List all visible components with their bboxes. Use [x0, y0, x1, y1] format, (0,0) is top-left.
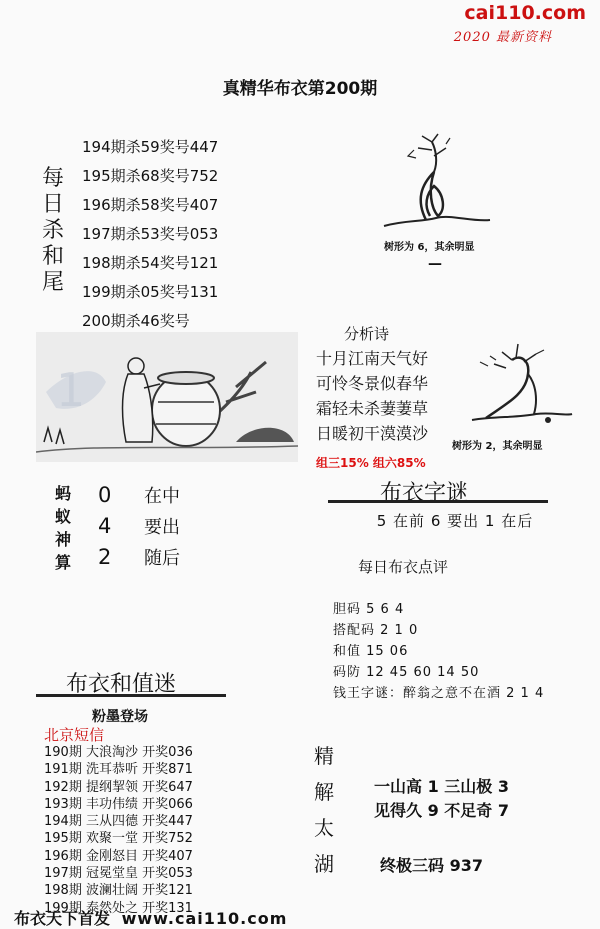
svg-text:1: 1: [56, 363, 86, 417]
kill-list: [82, 133, 218, 336]
draw-row: 194期 三从四德 开奖447: [44, 814, 193, 830]
daily-kill-label: [38, 166, 68, 296]
poem-title: 分析诗: [344, 325, 390, 343]
ant-text: 随后: [144, 548, 180, 569]
scholar-jar-illustration: [36, 332, 298, 462]
draw-row: 197期 冠冕堂皇 开奖053: [44, 866, 193, 882]
ant-label-char: 算: [54, 553, 71, 572]
tree-illustration-2: [466, 334, 576, 434]
draw-row: 196期 金刚怒目 开奖407: [44, 848, 193, 864]
draw-row: 195期 欢聚一堂 开奖752: [44, 831, 193, 847]
comment-line: 和值 15 06: [333, 644, 409, 659]
ink-title: 粉墨登场: [92, 709, 148, 725]
comment-line: 搭配码 2 1 0: [333, 623, 419, 638]
draw-row: 190期 大浪淘沙 开奖036: [44, 745, 193, 760]
sum-riddle-underline: [36, 694, 226, 697]
comment-line: 胆码 5 6 4: [333, 602, 405, 617]
jing-jie-label: [314, 738, 334, 882]
poem-lines: [316, 346, 428, 446]
draw-row: 193期 丰功伟绩 开奖066: [44, 796, 193, 812]
riddle-text: 5 在前 6 要出 1 在后: [376, 512, 534, 530]
riddle-title: 布衣字谜: [380, 481, 469, 506]
daily-kill-label-char: 每: [41, 166, 64, 191]
kill-row: 198期杀54奖号121: [82, 254, 219, 272]
daily-kill-label-char: 尾: [41, 270, 64, 295]
beijing-sms-title: 北京短信: [44, 726, 105, 744]
footer-site-link[interactable]: www.cai110.com: [121, 909, 288, 928]
daily-kill-label-char: 杀: [41, 218, 64, 243]
draw-row: 192期 提纲挈领 开奖647: [44, 779, 193, 795]
ant-row: [98, 482, 180, 513]
ant-number: 2: [98, 545, 112, 569]
kill-row: 195期杀68奖号752: [82, 167, 219, 185]
riddle-underline: [328, 500, 548, 503]
footer: [14, 906, 287, 929]
kill-row: 194期杀59奖号447: [82, 138, 219, 156]
ant-row: [98, 513, 180, 544]
dash-mark: —: [428, 256, 442, 272]
final-three-codes: 终极三码 937: [380, 856, 483, 875]
jing-jie-lines: [374, 775, 509, 823]
comment-lines: [333, 599, 544, 704]
ant-label-char: 神: [54, 530, 71, 549]
ant-number: 4: [98, 514, 112, 538]
page-title: 真精华布衣第200期: [222, 79, 378, 99]
kill-row: 200期杀46奖号: [82, 312, 190, 330]
tree1-caption: 树形为 6，其余明显: [384, 242, 475, 253]
jing-jie-line: 见得久 9 不足奇 7: [374, 801, 509, 820]
poem-line: 日暖初干漠漠沙: [316, 424, 429, 443]
ant-calc-label: [52, 482, 74, 574]
jing-jie-line: 一山高 1 三山极 3: [374, 777, 509, 796]
kill-row: 199期杀05奖号131: [82, 283, 219, 301]
jing-jie-label-char: 解: [314, 780, 334, 804]
jing-jie-label-char: 精: [314, 744, 334, 768]
daily-kill-label-char: 和: [41, 244, 64, 269]
draw-list: [44, 744, 193, 917]
ant-number: 0: [98, 483, 112, 507]
ant-label-char: 蚂: [54, 484, 71, 503]
ant-label-char: 蚁: [54, 507, 71, 526]
footer-text: 布衣天下首发: [14, 909, 111, 928]
poem-line: 可怜冬景似春华: [316, 374, 429, 393]
draw-row: 191期 洗耳恭听 开奖871: [44, 762, 193, 778]
sum-riddle-title: 布衣和值迷: [66, 672, 177, 697]
kill-row: 196期杀58奖号407: [82, 196, 219, 214]
draw-row: 198期 波澜壮阔 开奖121: [44, 883, 193, 899]
ant-row: [98, 544, 180, 575]
ant-text: 在中: [144, 486, 180, 507]
poem-line: 十月江南天气好: [316, 349, 429, 368]
jing-jie-label-char: 湖: [314, 852, 334, 876]
poem-line: 霜轻未杀萋萋草: [316, 399, 429, 418]
ant-calc-rows: [98, 482, 180, 575]
tree2-caption: 树形为 2，其余明显: [452, 441, 543, 452]
ant-text: 要出: [144, 517, 180, 538]
comment-line: 码防 12 45 60 14 50: [333, 665, 480, 680]
jing-jie-label-char: 太: [314, 816, 334, 840]
kill-row: 197期杀53奖号053: [82, 225, 219, 243]
group-note: 组三15% 组六85%: [316, 456, 426, 470]
tree-illustration-1: [376, 130, 496, 235]
draw-row: 199期 泰然处之 开奖131: [44, 900, 193, 916]
daily-kill-label-char: 日: [41, 192, 64, 217]
site-url[interactable]: cai110.com: [464, 2, 586, 24]
year-note: 2020 最新资料: [453, 30, 552, 45]
comment-line: 钱王字谜：醉翁之意不在酒 2 1 4: [333, 686, 545, 701]
daily-comment-title: 每日布衣点评: [358, 558, 449, 576]
